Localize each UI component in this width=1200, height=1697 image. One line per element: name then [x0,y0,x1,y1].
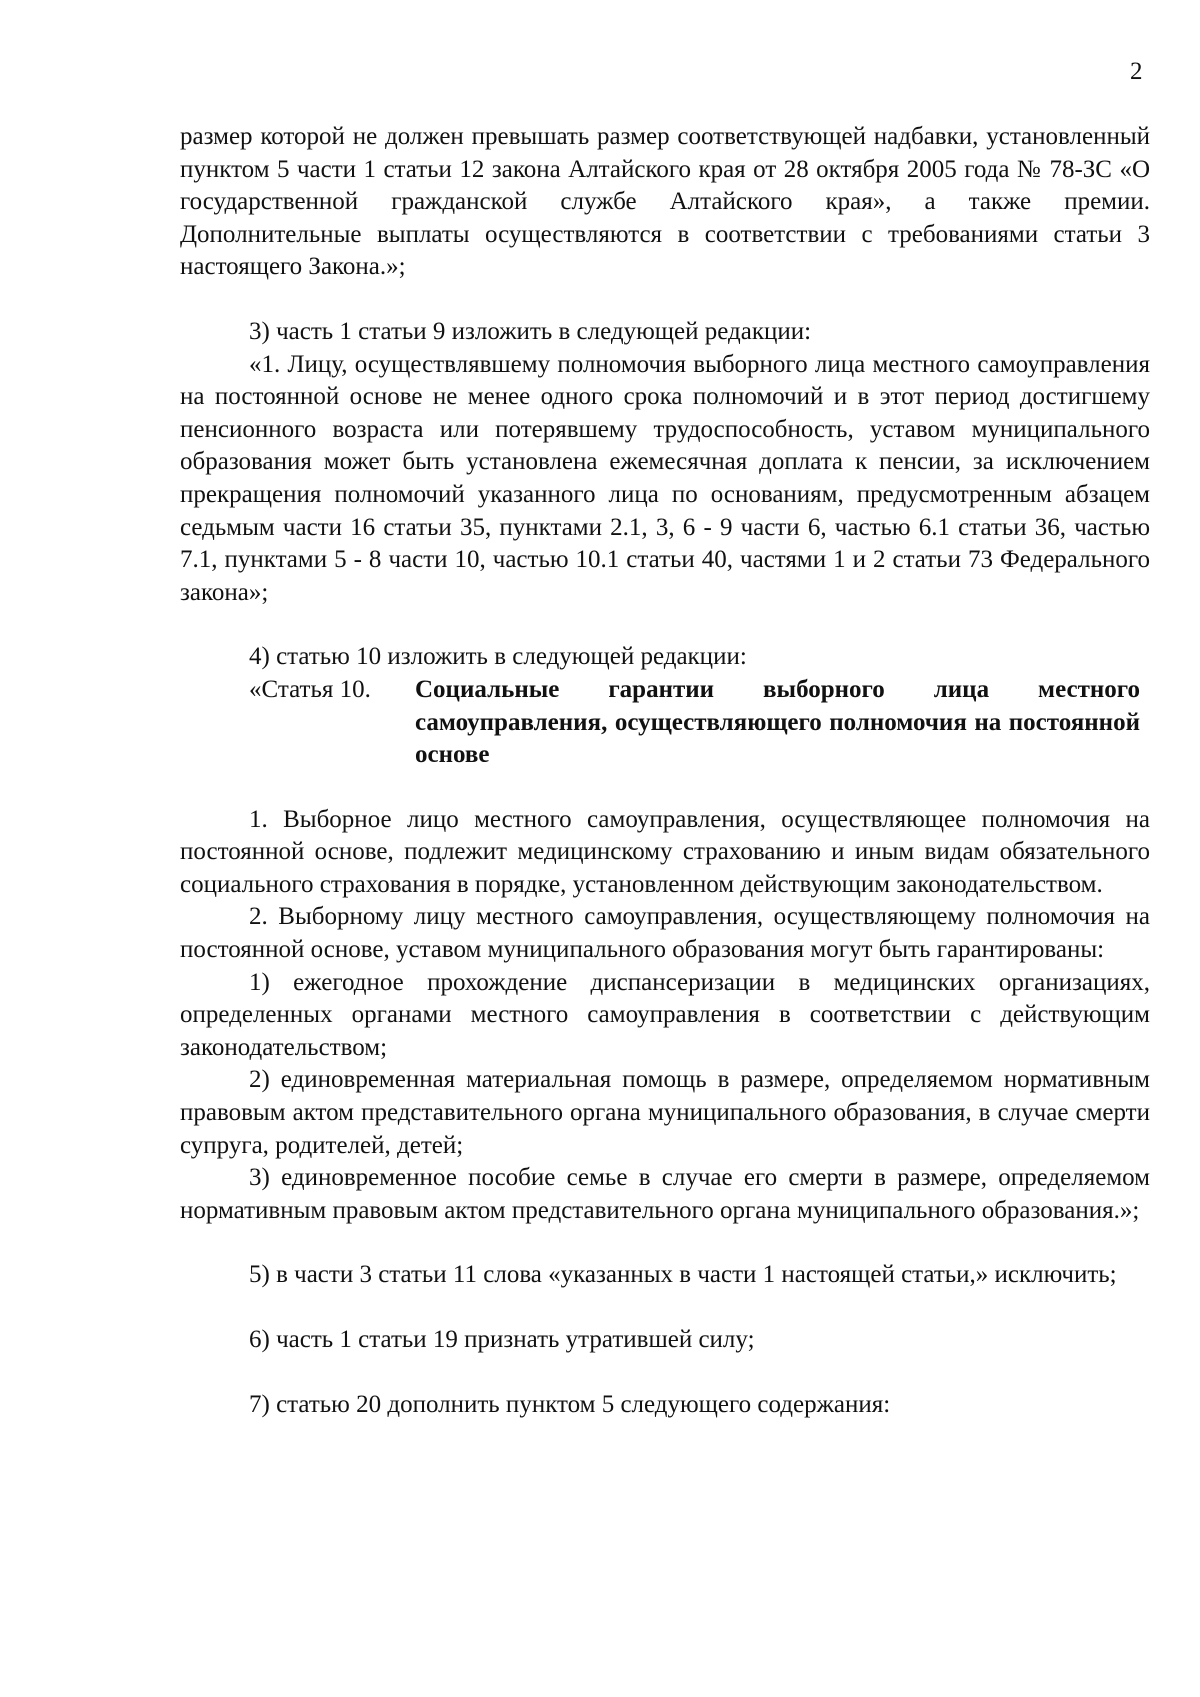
paragraph-text: 3) часть 1 статьи 9 изложить в следующей редакции: [249,317,812,345]
amendment-item-7 [180,1389,1150,1422]
paragraph-text: 3) единовременное пособие семье в случае его смерти в размере, определяемом нормативным правовым актом представительного органа муниципального образования.»; [180,1164,1150,1224]
document-body [180,121,1150,1421]
article-label: «Статья 10. [249,675,371,703]
paragraph-text: 6) часть 1 статьи 19 признать утратившей силу; [249,1326,755,1353]
paragraph-text: 4) статью 10 изложить в следующей редакции: [249,643,747,671]
amendment-item-5 [180,1259,1150,1292]
paragraph-continuation [180,121,1150,284]
paragraph-text: 5) в части 3 статьи 11 слова «указанных в части 1 настоящей статьи,» исключить; [249,1261,1117,1289]
page-number: 2 [1130,58,1143,85]
amendment-item-6 [180,1324,1150,1357]
paragraph-text: «1. Лицу, осуществлявшему полномочия выборного лица местного самоуправления на постоянной основе не менее одного срока полномочий и в этот период достигшему пенсионного возраста или потерявшему трудоспособность, уставом муниципального образования может быть установлена ежемесячная доплата к пенсии, за исключением прекращения полномочий указанного лица по основаниям, предусмотренным абзацем седьмым части 16 статьи 35, пунктами 2.1, 3, 6 - 9 части 6, частью 6.1 статьи 36, частью 7.1, пунктами 5 - 8 части 10, частью 10.1 статьи 40, частями 1 и 2 статьи 73 Федерального закона»; [180,350,1150,606]
paragraph-text: 1) ежегодное прохождение диспансеризации в медицинских организациях, определенных органами местного самоуправления в соответствии с действующим законодательством; [180,968,1150,1061]
amendment-item-4 [180,641,1150,771]
article-title: Социальные гарантии выборного лица местного самоуправления, осуществляющего полномочия на постоянной основе [415,675,1140,769]
article-heading [249,674,1150,772]
paragraph-text: 2) единовременная материальная помощь в размере, определяемом нормативным правовым актом представительного органа муниципального образования, в случае смерти супруга, родителей, детей; [180,1066,1150,1159]
paragraph-text: 7) статью 20 дополнить пунктом 5 следующего содержания: [249,1390,891,1418]
paragraph-text: 2. Выборному лицу местного самоуправления, осуществляющему полномочия на постоянной основе, уставом муниципального образования могут быть гарантированы: [180,903,1150,964]
amendment-item-3 [180,316,1150,609]
paragraph-text: размер которой не должен превышать размер соответствующей надбавки, установленный пунктом 5 части 1 статьи 12 закона Алтайского края от 28 октября 2005 года № 78-ЗС «О государственной гражданской службе Алтайского края», а также премии. Дополнительные выплаты осуществляются в соответствии с требованиями статьи 3 настоящего Закона.»; [180,123,1150,281]
article-content [180,804,1150,1228]
paragraph-text: 1. Выборное лицо местного самоуправления, осуществляющее полномочия на постоянной основе, подлежит медицинскому страхованию и иным видам обязательного социального страхования в порядке, установленном действующим законодательством. [180,805,1150,898]
